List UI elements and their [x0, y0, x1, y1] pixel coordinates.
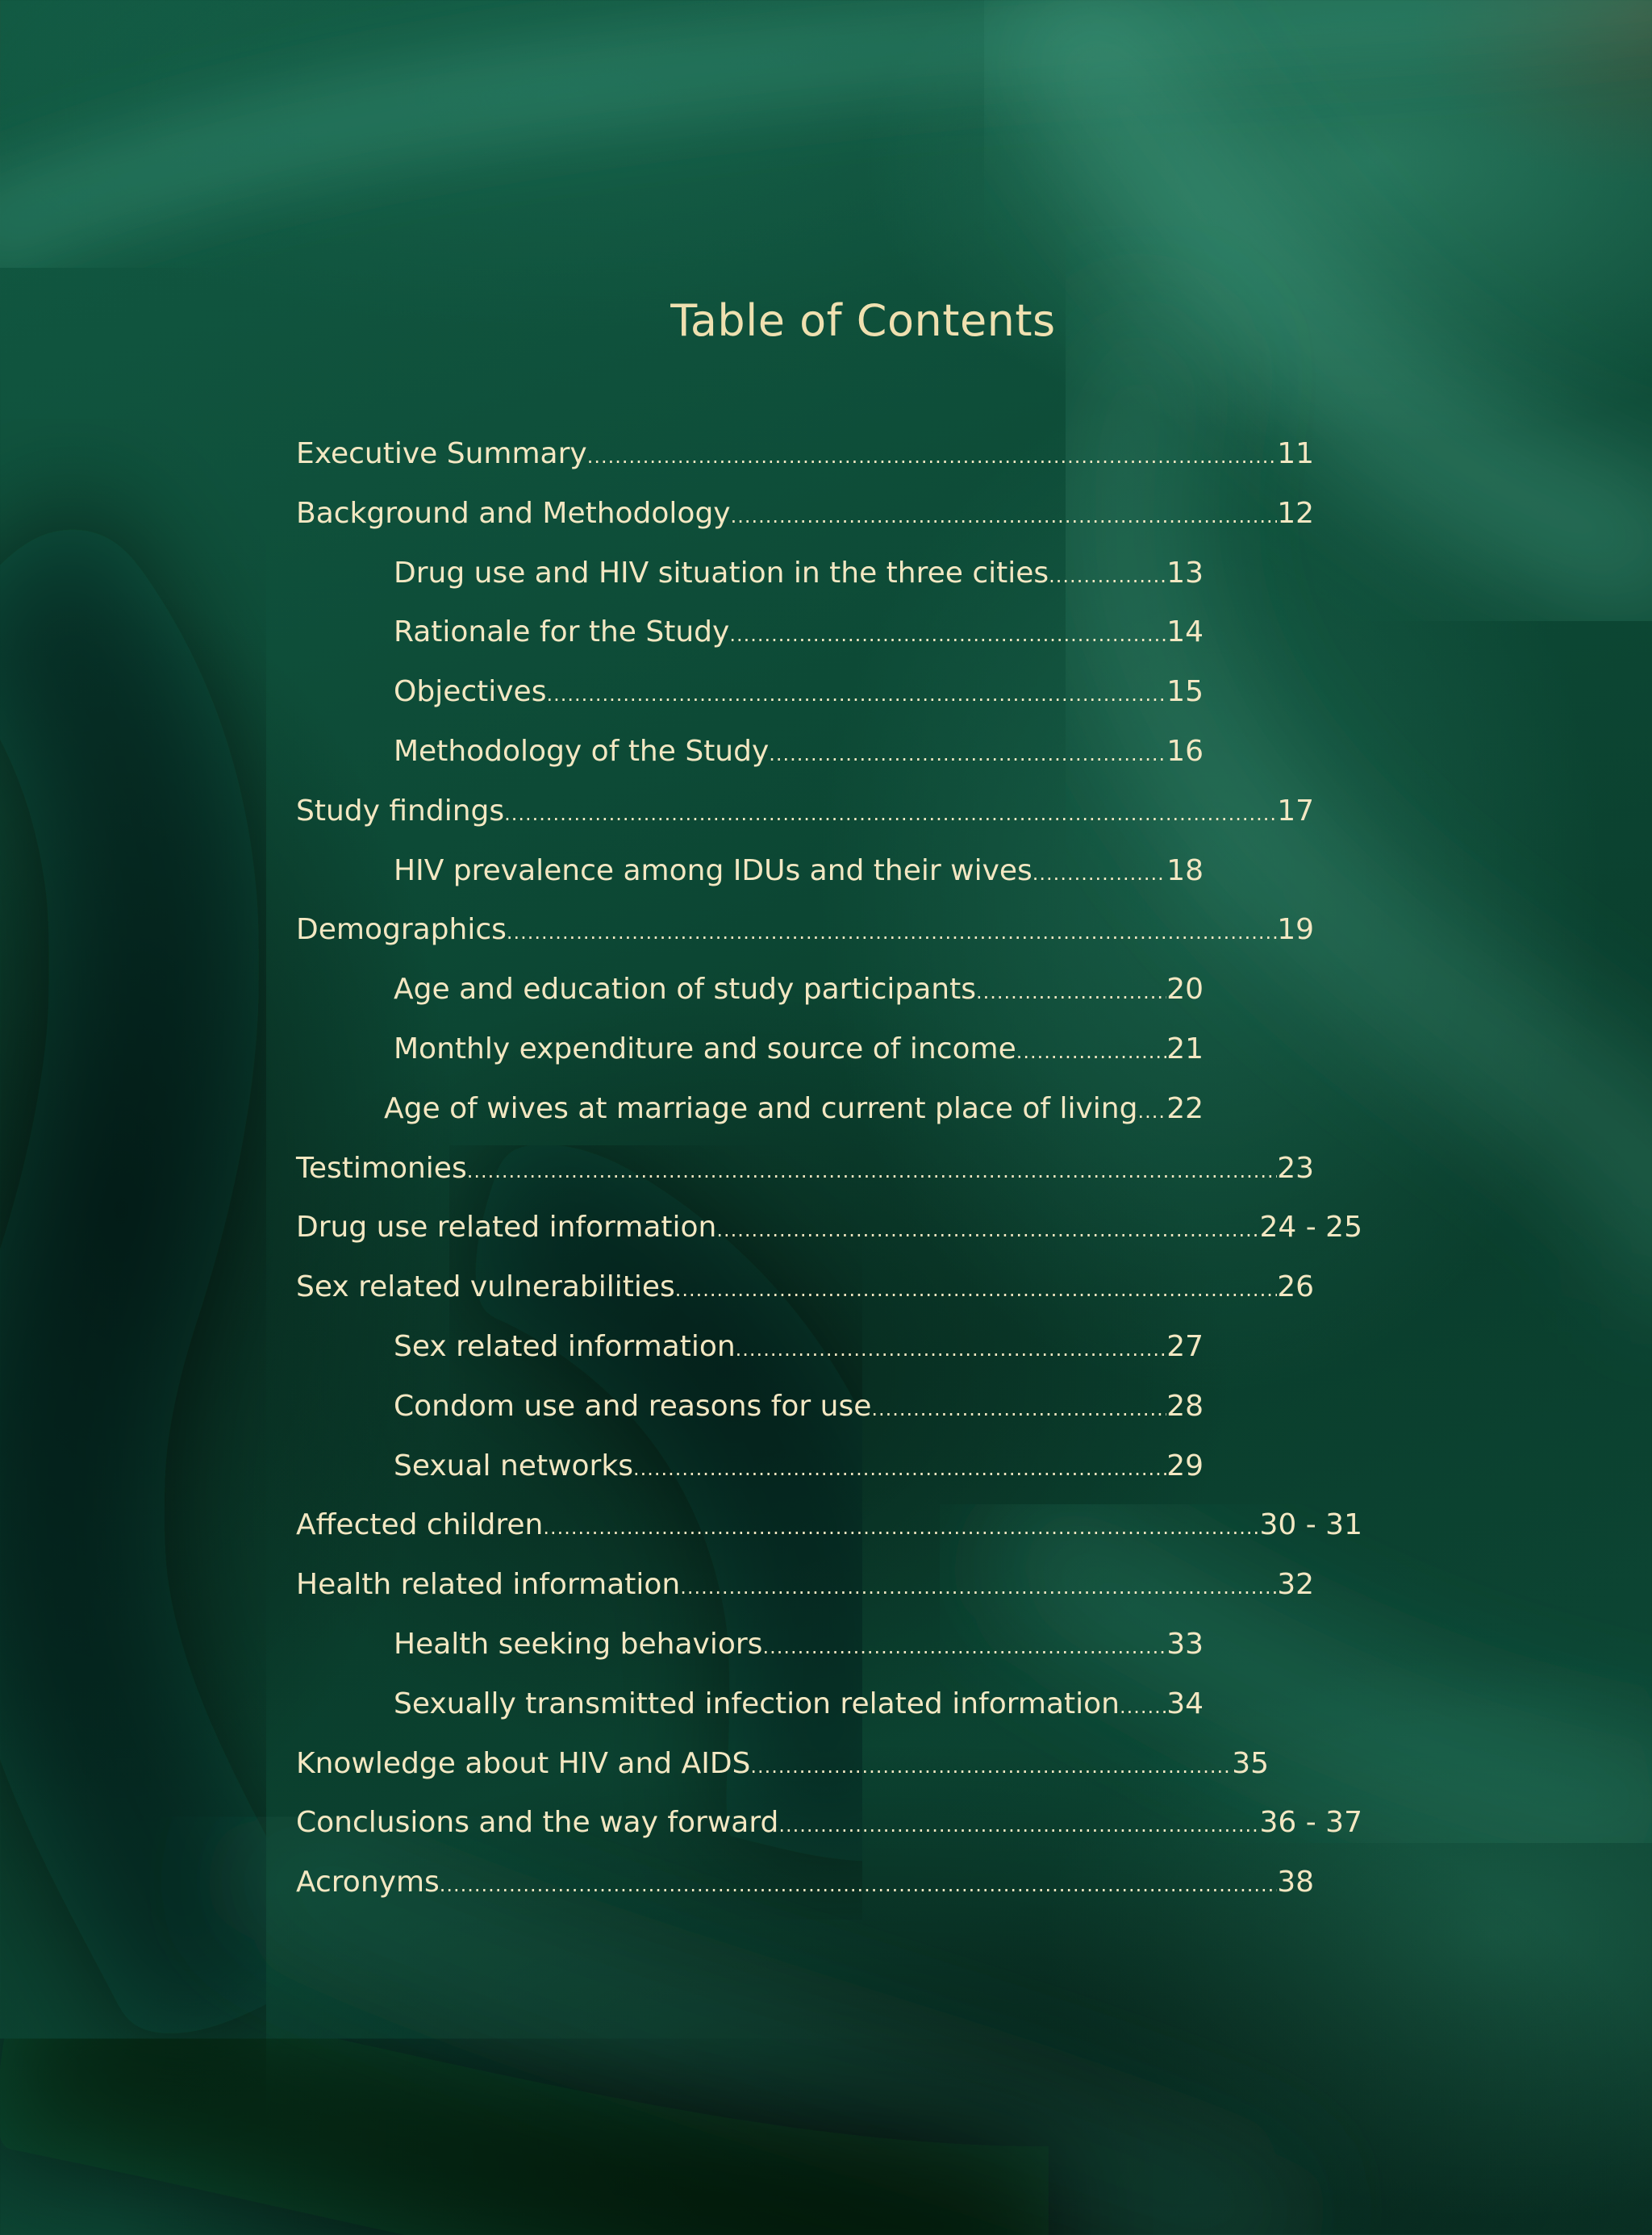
toc-entry-label: Knowledge about HIV and AIDS: [296, 1746, 751, 1780]
dot-leader: [736, 1326, 1167, 1373]
toc-entry[interactable]: [0, 848, 1652, 907]
toc-entry-page: 35: [1232, 1746, 1269, 1780]
toc-entry[interactable]: [0, 1145, 1652, 1205]
toc-entry-page: 28: [1166, 1389, 1204, 1423]
toc-entry-label: Acronyms: [296, 1866, 440, 1899]
toc-entry-label: Age of wives at marriage and current place of living: [384, 1091, 1138, 1125]
dot-leader: [1137, 1088, 1166, 1135]
dot-leader: [1049, 552, 1166, 599]
toc-entry[interactable]: [0, 1502, 1652, 1562]
toc-entry-page: 23: [1277, 1151, 1314, 1185]
toc-entry-page: 34: [1166, 1687, 1204, 1720]
dot-leader: [675, 1266, 1277, 1313]
toc-entry-page: 15: [1166, 675, 1204, 709]
dot-leader: [507, 909, 1277, 956]
toc-entry[interactable]: [0, 1621, 1652, 1681]
dot-leader: [504, 790, 1277, 837]
dot-leader: [729, 611, 1166, 658]
toc-entry[interactable]: [0, 1086, 1652, 1145]
toc-entry[interactable]: [0, 550, 1652, 610]
toc-entry-label: Objectives: [394, 675, 547, 709]
toc-entry[interactable]: [0, 728, 1652, 788]
toc-entry-label: Monthly expenditure and source of income: [394, 1032, 1016, 1065]
toc-entry-label: Conclusions and the way forward: [296, 1806, 779, 1840]
dot-leader: [1120, 1683, 1166, 1730]
toc-entry[interactable]: [0, 1204, 1652, 1264]
toc-entry-page: 27: [1166, 1329, 1204, 1363]
toc-entry-page: 38: [1277, 1866, 1314, 1899]
dot-leader: [731, 493, 1278, 540]
toc-entry-page: 21: [1166, 1032, 1204, 1065]
toc-entry[interactable]: [0, 788, 1652, 848]
toc-entry[interactable]: [0, 1383, 1652, 1443]
toc-entry-label: Demographics: [296, 913, 507, 947]
toc-entry-label: Condom use and reasons for use: [394, 1389, 872, 1423]
toc-entry[interactable]: [0, 1324, 1652, 1383]
toc-entry-page: 33: [1166, 1627, 1204, 1661]
toc-entry-label: Health related information: [296, 1568, 681, 1602]
toc-entry[interactable]: [0, 966, 1652, 1026]
toc-entry[interactable]: [0, 1443, 1652, 1503]
toc-entry-label: Background and Methodology: [296, 496, 731, 530]
toc-entry-label: Sex related information: [394, 1329, 736, 1363]
dot-leader: [1032, 850, 1166, 897]
toc-entry[interactable]: [0, 609, 1652, 669]
toc-entry-label: Age and education of study participants: [394, 973, 976, 1007]
toc-entry-label: Drug use and HIV situation in the three cities: [394, 556, 1049, 590]
toc-entry-label: Study findings: [296, 794, 505, 828]
toc-entry[interactable]: [0, 1859, 1652, 1919]
dot-leader: [633, 1445, 1166, 1492]
toc-entry[interactable]: [0, 1741, 1652, 1800]
toc-entry[interactable]: [0, 490, 1652, 550]
toc-entry-label: Testimonies: [296, 1151, 467, 1185]
toc-entry[interactable]: [0, 1562, 1652, 1621]
toc-list: [0, 431, 1652, 1919]
dot-leader: [769, 731, 1166, 778]
toc-entry-label: Affected children: [296, 1508, 544, 1542]
toc-entry-label: HIV prevalence among IDUs and their wives: [394, 853, 1032, 887]
toc-entry-page: 20: [1166, 973, 1204, 1007]
dot-leader: [1016, 1028, 1166, 1075]
toc-entry-page: 26: [1277, 1270, 1314, 1304]
toc-entry-label: Sexually transmitted infection related information: [394, 1687, 1120, 1720]
dot-leader: [762, 1624, 1166, 1670]
toc-entry[interactable]: [0, 1799, 1652, 1859]
toc-entry[interactable]: [0, 431, 1652, 490]
dot-leader: [976, 969, 1166, 1015]
toc-entry-page: 12: [1277, 496, 1314, 530]
dot-leader: [587, 433, 1278, 480]
dot-leader: [680, 1564, 1277, 1611]
toc-entry[interactable]: [0, 1264, 1652, 1324]
toc-entry-page: 17: [1277, 794, 1314, 828]
toc-entry-page: 29: [1166, 1449, 1204, 1482]
dot-leader: [543, 1504, 1259, 1551]
toc-entry-page: 14: [1166, 615, 1204, 649]
toc-entry-page: 11: [1277, 437, 1314, 470]
dot-leader: [871, 1386, 1166, 1432]
toc-entry-label: Methodology of the Study: [394, 734, 770, 768]
toc-entry[interactable]: [0, 1681, 1652, 1741]
toc-entry-label: Health seeking behaviors: [394, 1627, 763, 1661]
toc-entry-page: 32: [1277, 1568, 1314, 1602]
toc-entry-page: 13: [1166, 556, 1204, 590]
dot-leader: [750, 1743, 1232, 1790]
toc-entry-page: 19: [1277, 913, 1314, 947]
toc-entry-page: 22: [1166, 1091, 1204, 1125]
toc-entry-label: Sexual networks: [394, 1449, 633, 1482]
toc-entry-label: Rationale for the Study: [394, 615, 730, 649]
dot-leader: [546, 671, 1166, 718]
dot-leader: [778, 1802, 1259, 1849]
dot-leader: [440, 1862, 1277, 1908]
dot-leader: [467, 1148, 1277, 1195]
toc-entry[interactable]: [0, 1026, 1652, 1086]
toc-entry-label: Executive Summary: [296, 437, 587, 470]
toc-entry[interactable]: [0, 907, 1652, 966]
toc-entry[interactable]: [0, 669, 1652, 728]
dot-leader: [716, 1207, 1259, 1253]
toc-entry-page: 16: [1166, 734, 1204, 768]
toc-entry-page: 36 - 37: [1259, 1806, 1362, 1840]
toc-entry-page: 30 - 31: [1259, 1508, 1362, 1542]
page-title: Table of Contents: [670, 295, 1056, 346]
toc-entry-label: Drug use related information: [296, 1211, 717, 1245]
toc-entry-page: 18: [1166, 853, 1204, 887]
toc-entry-page: 24 - 25: [1259, 1211, 1362, 1245]
toc-entry-label: Sex related vulnerabilities: [296, 1270, 675, 1304]
